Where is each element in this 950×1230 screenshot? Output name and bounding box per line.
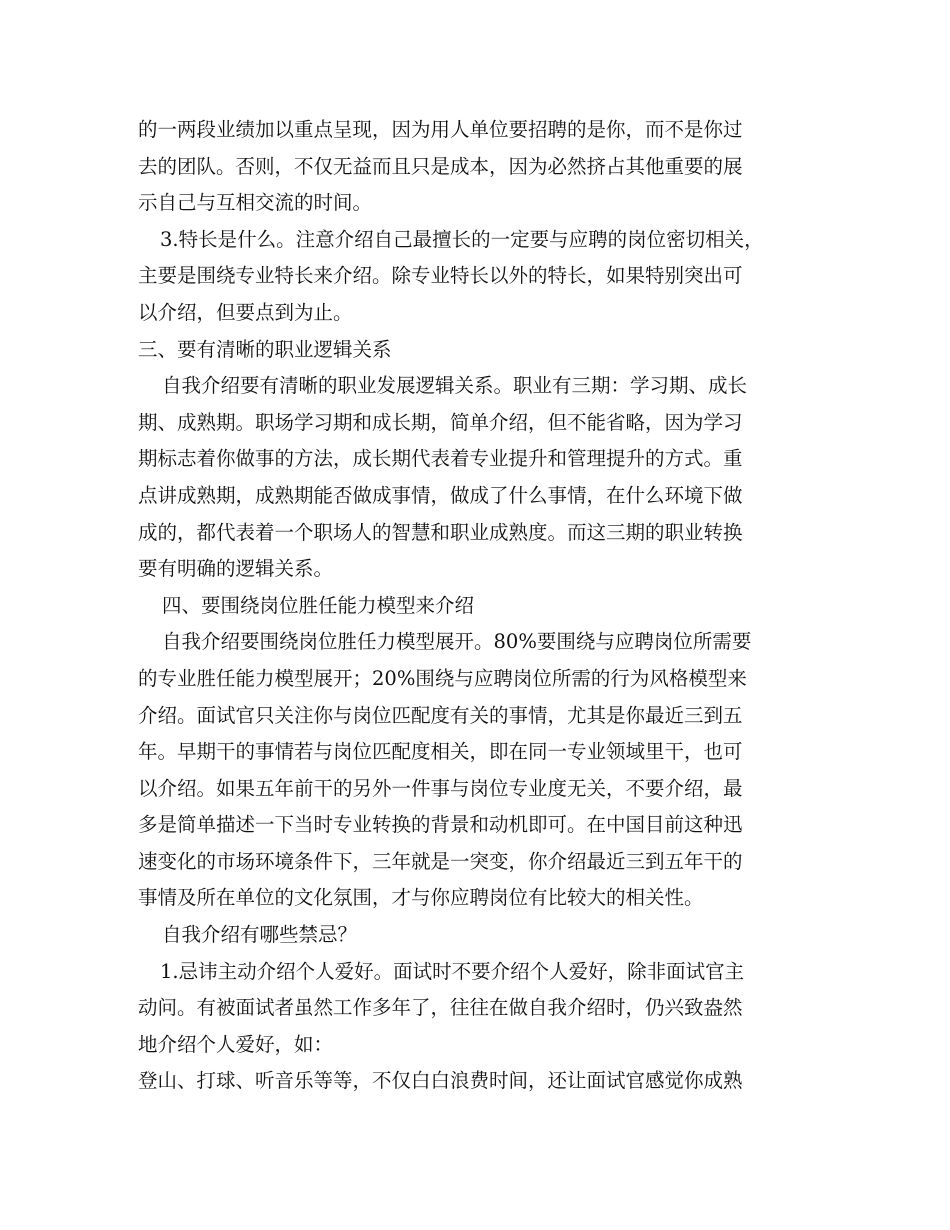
- text-line: 成的，都代表着一个职场人的智慧和职业成熟度。而这三期的职业转换: [138, 520, 743, 544]
- text-line: 事情及所在单位的文化氛围，才与你应聘岗位有比较大的相关性。: [138, 886, 704, 910]
- text-line: 以介绍，但要点到为止。: [138, 300, 353, 324]
- text-line: 去的团队。否则，不仅无益而且只是成本，因为必然挤占其他重要的展: [138, 154, 743, 178]
- text-line: 期标志着你做事的方法，成长期代表着专业提升和管理提升的方式。重: [138, 447, 743, 471]
- text-line: 以介绍。如果五年前干的另外一件事与岗位专业度无关，不要介绍，最: [138, 776, 743, 800]
- text-line: 的一两段业绩加以重点呈现，因为用人单位要招聘的是你，而不是你过: [138, 118, 743, 141]
- text-line: 自我介绍要有清晰的职业发展逻辑关系。职业有三期：学习期、成长: [162, 374, 748, 398]
- text-line: 动问。有被面试者虽然工作多年了，往往在做自我介绍时，仍兴致盎然: [138, 996, 743, 1020]
- text-line: 1.忌讳主动介绍个人爱好。面试时不要介绍个人爱好，除非面试官主: [160, 959, 745, 983]
- document-page: [138, 112, 818, 1100]
- text-line: 自我介绍有哪些禁忌？: [162, 923, 358, 947]
- text-line: 地介绍个人爱好，如：: [138, 1032, 334, 1056]
- text-line: 自我介绍要围绕岗位胜任力模型展开。80%要围绕与应聘岗位所需要: [162, 630, 752, 654]
- text-line: 登山、打球、听音乐等等，不仅白白浪费时间，还让面试官感觉你成熟: [138, 1069, 743, 1093]
- text-line: 三、要有清晰的职业逻辑关系: [138, 337, 392, 361]
- text-line: 多是简单描述一下当时专业转换的背景和动机即可。在中国目前这种迅: [138, 813, 743, 837]
- text-line: 的专业胜任能力模型展开；20%围绕与应聘岗位所需的行为风格模型来: [138, 666, 747, 690]
- text-line: 四、要围绕岗位胜任能力模型来介绍: [162, 593, 475, 617]
- text-line: 主要是围绕专业特长来介绍。除专业特长以外的特长，如果特别突出可: [138, 264, 743, 288]
- text-line: 年。早期干的事情若与岗位匹配度相关，即在同一专业领域里干，也可: [138, 740, 743, 764]
- text-line: 速变化的市场环境条件下，三年就是一突变，你介绍最近三到五年干的: [138, 849, 743, 873]
- text-line: 期、成熟期。职场学习期和成长期，简单介绍，但不能省略，因为学习: [138, 410, 743, 434]
- text-line: 要有明确的逻辑关系。: [138, 557, 334, 581]
- text-line: 3.特长是什么。注意介绍自己最擅长的一定要与应聘的岗位密切相关，: [160, 227, 764, 251]
- text-line: 点讲成熟期，成熟期能否做成事情，做成了什么事情，在什么环境下做: [138, 483, 743, 507]
- text-line: 示自己与互相交流的时间。: [138, 191, 373, 215]
- text-line: 介绍。面试官只关注你与岗位匹配度有关的事情，尤其是你最近三到五: [138, 703, 743, 727]
